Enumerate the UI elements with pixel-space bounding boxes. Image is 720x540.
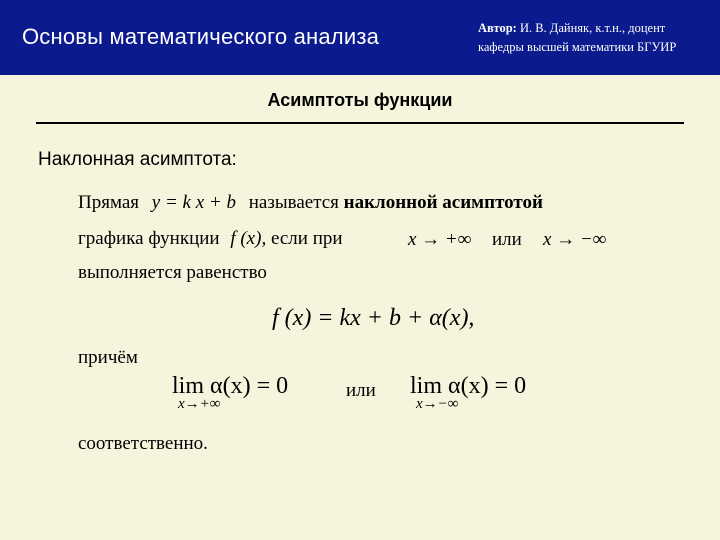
word-prichem: причём <box>78 347 138 368</box>
line1-middle: называется <box>248 192 339 213</box>
slide-title: Асимптоты функции <box>267 90 453 110</box>
author-label: Автор: <box>478 21 517 35</box>
line-equation: y = k x + b <box>151 192 236 213</box>
section-heading: Наклонная асимптота: <box>38 149 237 170</box>
line1-prefix: Прямая <box>78 192 140 213</box>
condition-plus-infinity: x → +∞ <box>408 229 472 250</box>
author-line-1 <box>478 19 716 38</box>
definition-line-2 <box>78 228 343 250</box>
author-info <box>478 19 716 57</box>
limit-subscript-2: x→−∞ <box>416 396 459 412</box>
title-underline <box>36 122 684 124</box>
limit-expression-1: lim α(x) = 0 <box>172 373 289 399</box>
definition-line-3: выполняется равенство <box>78 262 267 283</box>
definition-line-1 <box>78 192 543 214</box>
or-word-2: или <box>346 380 376 401</box>
header-bar <box>0 0 720 75</box>
main-equation: f (x) = kx + b + α(x), <box>272 305 475 331</box>
limit-minus-infinity <box>410 373 526 413</box>
author-line-2: кафедры высшей математики БГУИР <box>478 40 677 54</box>
line2-middle: если при <box>270 228 343 249</box>
limit-expression-2: lim α(x) = 0 <box>410 373 527 399</box>
limit-subscript-1: x→+∞ <box>178 396 221 412</box>
word-respectively: соответственно. <box>78 433 208 454</box>
line2-prefix: графика функции <box>78 228 220 249</box>
term-oblique-asymptote: наклонной асимптотой <box>343 192 543 213</box>
or-word-1: или <box>492 229 522 250</box>
course-title: Основы математического анализа <box>22 24 380 49</box>
condition-minus-infinity: x → −∞ <box>543 229 607 250</box>
limit-plus-infinity <box>172 373 288 413</box>
function-notation: f (x), <box>230 228 267 249</box>
author-name: И. В. Дайняк, к.т.н., доцент <box>519 21 666 35</box>
